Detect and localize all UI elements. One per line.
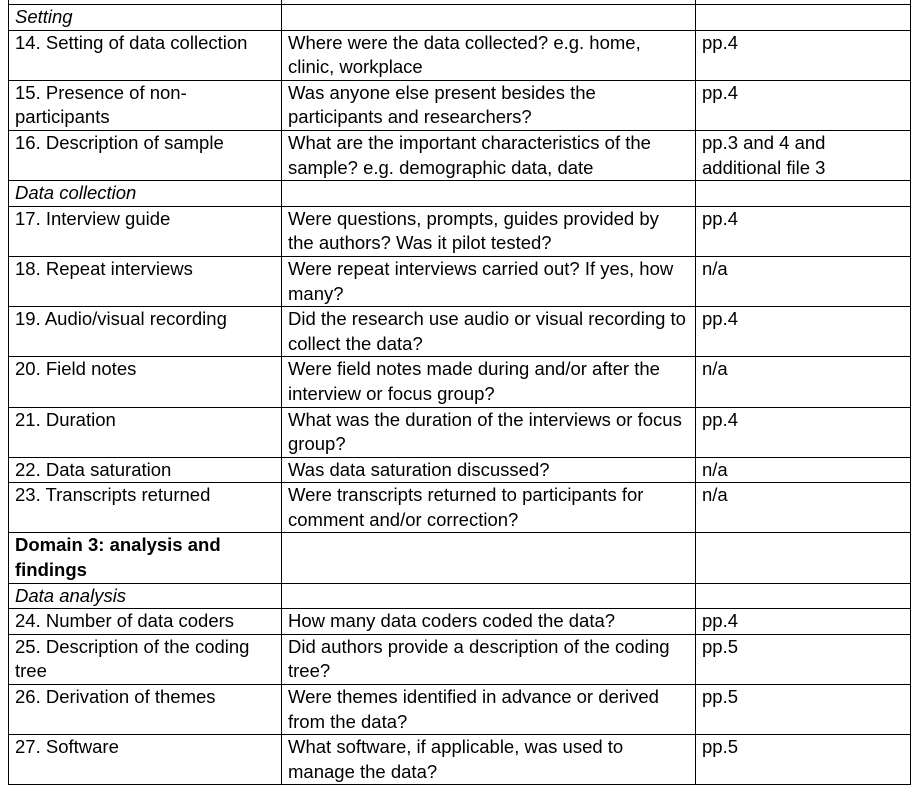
table-row (9, 407, 911, 457)
page-cell: n/a (696, 457, 911, 483)
section-row (9, 181, 911, 207)
table-row (9, 735, 911, 785)
item-cell: 15. Presence of non-participants (9, 80, 282, 130)
table-row (9, 483, 911, 533)
table-row (9, 634, 911, 684)
table-row (9, 206, 911, 256)
item-cell: 19. Audio/visual recording (9, 307, 282, 357)
item-cell: 21. Duration (9, 407, 282, 457)
question-cell: How many data coders coded the data? (282, 609, 696, 635)
question-cell: Were field notes made during and/or after the interview or focus group? (282, 357, 696, 407)
question-cell: Was data saturation discussed? (282, 457, 696, 483)
page-cell (696, 533, 911, 583)
question-cell: What was the duration of the interviews or focus group? (282, 407, 696, 457)
checklist-body (9, 0, 911, 785)
page-cell: pp.4 (696, 609, 911, 635)
page-cell: n/a (696, 483, 911, 533)
page-cell: pp.4 (696, 407, 911, 457)
page-cell: pp.4 (696, 206, 911, 256)
table-row (9, 256, 911, 306)
page-cell: pp.5 (696, 685, 911, 735)
question-cell: Did the research use audio or visual recording to collect the data? (282, 307, 696, 357)
question-cell: What are the important characteristics of the sample? e.g. demographic data, date (282, 130, 696, 180)
item-cell: 18. Repeat interviews (9, 256, 282, 306)
question-cell: Were themes identified in advance or derived from the data? (282, 685, 696, 735)
item-cell: 27. Software (9, 735, 282, 785)
question-cell: Were repeat interviews carried out? If yes, how many? (282, 256, 696, 306)
item-cell: 24. Number of data coders (9, 609, 282, 635)
page-cell: n/a (696, 256, 911, 306)
item-cell: 14. Setting of data collection (9, 30, 282, 80)
item-cell: 25. Description of the coding tree (9, 634, 282, 684)
question-cell: Did authors provide a description of the coding tree? (282, 634, 696, 684)
question-cell: Was anyone else present besides the participants and researchers? (282, 80, 696, 130)
page-cell: pp.5 (696, 634, 911, 684)
item-cell: Data collection (9, 181, 282, 207)
question-cell (282, 5, 696, 31)
item-cell: 17. Interview guide (9, 206, 282, 256)
item-cell: 22. Data saturation (9, 457, 282, 483)
page-cell: n/a (696, 357, 911, 407)
table-row (9, 685, 911, 735)
domain-row (9, 533, 911, 583)
section-row (9, 583, 911, 609)
item-cell: 20. Field notes (9, 357, 282, 407)
table-row (9, 80, 911, 130)
page-cell (696, 5, 911, 31)
item-cell: 26. Derivation of themes (9, 685, 282, 735)
item-cell: Setting (9, 5, 282, 31)
table-row (9, 357, 911, 407)
item-cell: Data analysis (9, 583, 282, 609)
question-cell (282, 181, 696, 207)
page-cell: pp.4 (696, 307, 911, 357)
table-row (9, 457, 911, 483)
item-cell: Domain 3: analysis and findings (9, 533, 282, 583)
table-row (9, 609, 911, 635)
section-row (9, 5, 911, 31)
page-cell: pp.4 (696, 80, 911, 130)
question-cell: Where were the data collected? e.g. home, clinic, workplace (282, 30, 696, 80)
item-cell: 16. Description of sample (9, 130, 282, 180)
question-cell: Were transcripts returned to participants for comment and/or correction? (282, 483, 696, 533)
item-cell: 23. Transcripts returned (9, 483, 282, 533)
page-cell: pp.5 (696, 735, 911, 785)
page-cell (696, 583, 911, 609)
table-row (9, 30, 911, 80)
table-row (9, 130, 911, 180)
page-cell: pp.3 and 4 and additional file 3 (696, 130, 911, 180)
checklist-table (8, 0, 911, 785)
table-row (9, 307, 911, 357)
question-cell: What software, if applicable, was used to manage the data? (282, 735, 696, 785)
page-cell (696, 181, 911, 207)
question-cell (282, 583, 696, 609)
page-cell: pp.4 (696, 30, 911, 80)
question-cell: Were questions, prompts, guides provided by the authors? Was it pilot tested? (282, 206, 696, 256)
question-cell (282, 533, 696, 583)
